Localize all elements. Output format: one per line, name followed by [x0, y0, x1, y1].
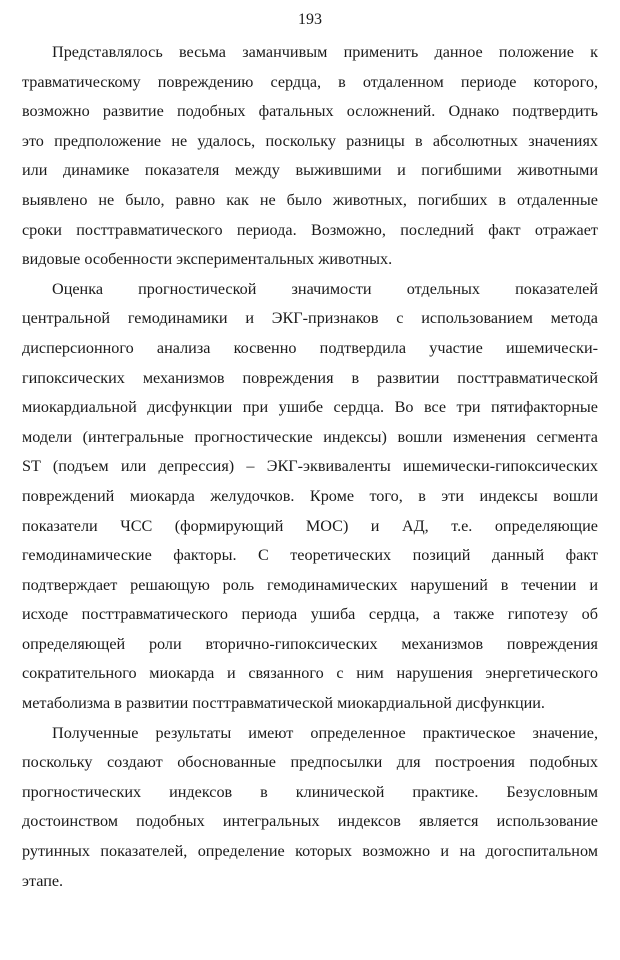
text-line: видовые особенности экспериментальных животных.	[22, 250, 393, 269]
text-line: выявлено не было, равно как не было животных, погибших в отдаленные	[22, 190, 598, 209]
text-line: поскольку создают обоснованные предпосылки для построения подобных	[22, 753, 598, 772]
text-line: рутинных показателей, определение которых возможно и на догоспитальном	[22, 842, 598, 861]
text-line: исходе посттравматического периода ушиба сердца, а также гипотезу об	[22, 605, 598, 624]
text-line: достоинством подобных интегральных индексов является использование	[22, 812, 598, 831]
text-line: гипоксических механизмов повреждения в развитии посттравматической	[22, 368, 598, 387]
text-line: прогностических индексов в клинической практике. Безусловным	[22, 782, 598, 801]
paragraph-1	[22, 38, 598, 275]
text-line: определяющей роли вторично-гипоксических механизмов повреждения	[22, 634, 598, 653]
text-line: травматическому повреждению сердца, в отдаленном периоде которого,	[22, 72, 598, 91]
text-line: сократительного миокарда и связанного с ним нарушения энергетического	[22, 664, 598, 683]
text-line: модели (интегральные прогностические индексы) вошли изменения сегмента	[22, 427, 598, 446]
text-line: метаболизма в развитии посттравматической миокардиальной дисфункции.	[22, 694, 545, 713]
text-line: это предположение не удалось, поскольку разницы в абсолютных значениях	[22, 131, 598, 150]
text-line: миокардиальной дисфункции при ушибе сердца. Во все три пятифакторные	[22, 398, 598, 417]
text-line: или динамике показателя между выжившими и погибшими животными	[22, 161, 598, 180]
text-line: Представлялось весьма заманчивым применить данное положение к	[52, 43, 598, 61]
text-line: Полученные результаты имеют определенное практическое значение,	[52, 723, 598, 742]
text-line: ST (подъем или депрессия) – ЭКГ-эквиваленты ишемически-гипоксических	[22, 457, 598, 476]
text-line: Оценка прогностической значимости отдельных показателей	[52, 279, 598, 298]
page-number: 193	[298, 11, 322, 28]
text-line: повреждений миокарда желудочков. Кроме того, в эти индексы вошли	[22, 486, 598, 505]
text-line: гемодинамические факторы. С теоретических позиций данный факт	[22, 546, 598, 565]
text-line: центральной гемодинамики и ЭКГ-признаков с использованием метода	[22, 309, 598, 328]
text-line: возможно развитие подобных фатальных осложнений. Однако подтвердить	[22, 102, 598, 121]
text-line: этапе.	[22, 871, 64, 890]
paragraph-2	[22, 275, 598, 719]
text-line: дисперсионного анализа косвенно подтвердила участие ишемически-	[22, 338, 598, 357]
text-line: показатели ЧСС (формирующий МОС) и АД, т.е. определяющие	[22, 516, 598, 535]
text-line: сроки посттравматического периода. Возможно, последний факт отражает	[22, 220, 598, 239]
text-line: подтверждает решающую роль гемодинамических нарушений в течении и	[22, 575, 598, 594]
paragraph-3	[22, 719, 598, 897]
body-text	[22, 38, 598, 896]
